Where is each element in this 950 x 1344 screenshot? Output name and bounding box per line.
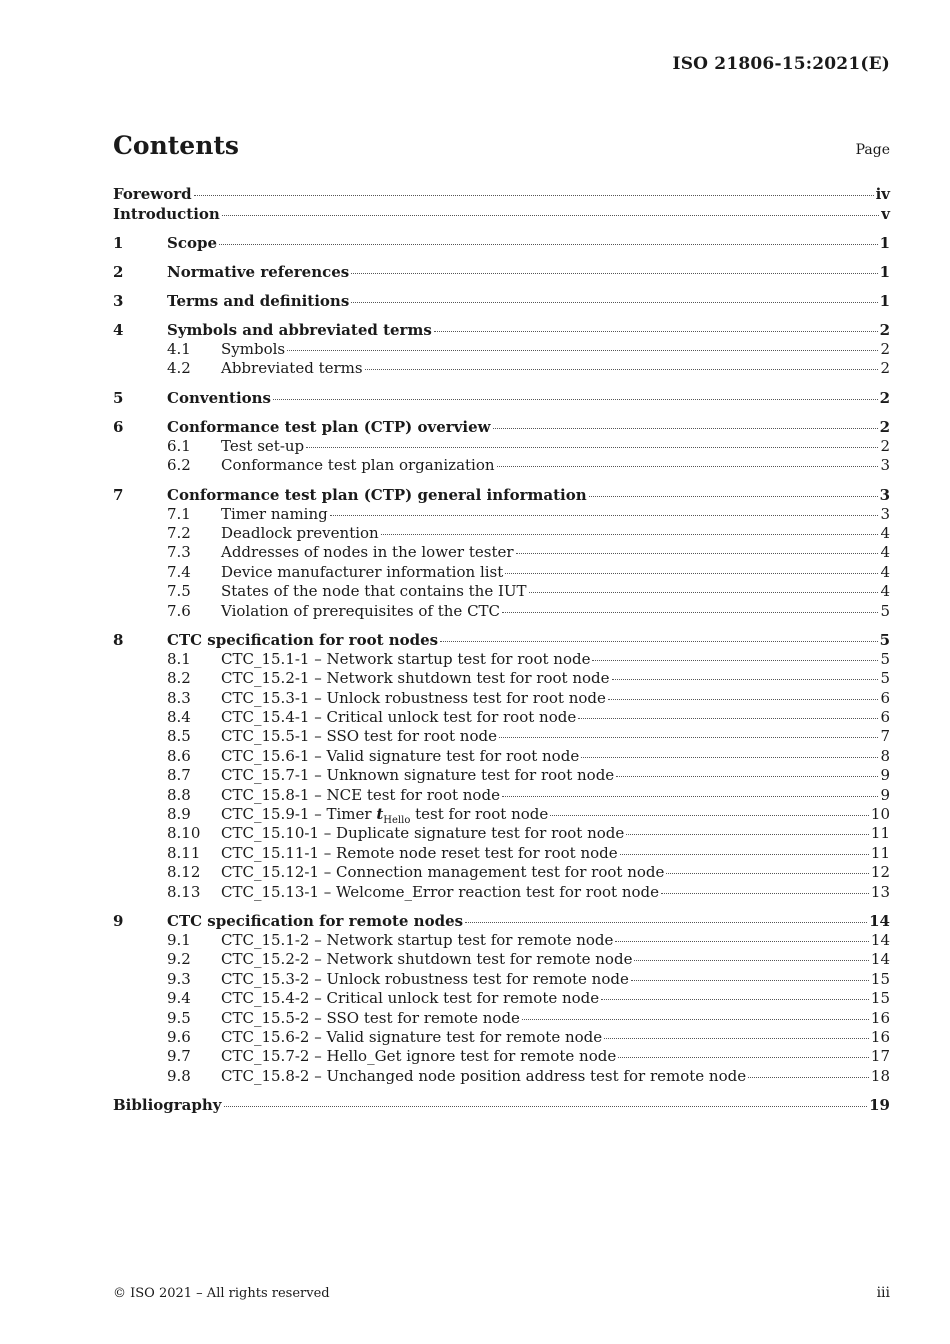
toc-entry-title: Bibliography — [113, 1096, 222, 1115]
toc-entry[interactable] — [113, 1067, 890, 1086]
dot-leader — [604, 1038, 869, 1039]
toc-entry-page: 3 — [879, 485, 890, 504]
toc-entry-number: 4.1 — [167, 340, 191, 358]
toc-entry-number: 4.2 — [167, 359, 191, 378]
dot-leader — [381, 534, 879, 535]
dot-leader — [493, 428, 878, 429]
toc-entry[interactable] — [113, 824, 890, 843]
toc-entry[interactable] — [113, 1095, 890, 1115]
dot-leader — [618, 1057, 869, 1058]
dot-leader — [666, 873, 869, 874]
toc-entry-page: 11 — [870, 824, 890, 843]
toc-entry[interactable] — [113, 708, 890, 727]
toc-entry-title: CTC_15.3-1 – Unlock robustness test for root node — [221, 688, 606, 707]
toc-entry[interactable] — [113, 931, 890, 950]
toc-entry-title: CTC specification for remote nodes — [167, 911, 464, 930]
toc-entry-number: 8.12 — [167, 863, 201, 882]
dot-leader — [194, 195, 874, 196]
toc-entry-number: 9 — [113, 911, 124, 930]
toc-entry-number: 8 — [113, 630, 124, 649]
dot-leader — [529, 592, 879, 593]
toc-entry-page: 5 — [879, 630, 890, 649]
toc-entry-page: 6 — [880, 708, 890, 727]
dot-leader — [219, 244, 878, 245]
dot-leader — [224, 1106, 868, 1107]
toc-entry[interactable] — [113, 1009, 890, 1028]
toc-entry-number: 7.6 — [167, 601, 191, 620]
toc-entry[interactable] — [113, 689, 890, 708]
toc-entry[interactable] — [113, 437, 890, 456]
toc-entry-number: 9.4 — [167, 989, 191, 1008]
toc-entry[interactable] — [113, 1047, 890, 1066]
toc-entry-title: Abbreviated terms — [221, 359, 363, 378]
page-title: Contents — [113, 131, 240, 160]
toc-entry[interactable] — [113, 582, 890, 601]
toc-entry[interactable] — [113, 204, 890, 224]
dot-leader — [550, 815, 869, 816]
toc-entry-number: 8.3 — [167, 688, 191, 707]
dot-leader — [306, 447, 878, 448]
toc-entry-title: CTC_15.2-1 – Network shutdown test for root node — [221, 669, 610, 688]
toc-entry-number: 9.8 — [167, 1066, 191, 1085]
toc-entry-page: 6 — [880, 688, 890, 707]
toc-entry-title: Symbols and abbreviated terms — [167, 321, 432, 339]
toc-entry-page: iv — [875, 185, 890, 203]
toc-entry-title: Violation of prerequisites of the CTC — [221, 601, 501, 620]
document-id: ISO 21806-15:2021(E) — [672, 54, 890, 74]
dot-leader — [502, 796, 879, 797]
toc-entry-title: Symbols — [221, 340, 286, 358]
toc-entry-title: CTC_15.11-1 – Remote node reset test for root node — [221, 843, 618, 862]
dot-leader — [522, 1019, 869, 1020]
toc-entry-page: 5 — [880, 669, 890, 688]
toc-entry-page: 13 — [870, 882, 890, 901]
toc-entry-page: 2 — [880, 359, 890, 378]
toc-entry-number: 8.5 — [167, 727, 191, 746]
toc-entry-title: CTC_15.13-1 – Welcome_Error reaction test for root node — [221, 882, 660, 901]
toc-entry[interactable] — [113, 669, 890, 688]
toc-entry[interactable] — [113, 989, 890, 1008]
toc-entry-page: 3 — [880, 504, 890, 523]
toc-entry-page: 18 — [870, 1066, 890, 1085]
dot-leader — [222, 215, 879, 216]
toc-entry-number: 8.4 — [167, 708, 191, 727]
toc-entry-number: 7.1 — [167, 504, 191, 523]
dot-leader — [581, 757, 878, 758]
toc-entry-title: CTC_15.10-1 – Duplicate signature test for root node — [221, 824, 625, 843]
toc-entry-title: CTC_15.1-2 – Network startup test for remote node — [221, 930, 614, 949]
toc-entry-page: 5 — [880, 649, 890, 668]
toc-entry-page: 1 — [879, 234, 890, 252]
dot-leader — [434, 331, 878, 332]
toc-entry-page: 2 — [880, 436, 890, 455]
toc-entry-page: 4 — [880, 582, 890, 601]
toc-entry-number: 8.1 — [167, 649, 191, 668]
dot-leader — [589, 496, 878, 497]
dot-leader — [578, 718, 878, 719]
toc-entry[interactable] — [113, 543, 890, 562]
toc-entry[interactable] — [113, 883, 890, 902]
toc-entry-title: CTC_15.2-2 – Network shutdown test for remote node — [221, 950, 633, 969]
toc-entry-title: Conventions — [167, 388, 271, 407]
toc-entry[interactable] — [113, 456, 890, 475]
toc-entry-title: Foreword — [113, 185, 192, 203]
dot-leader — [465, 922, 867, 923]
copyright-notice: © ISO 2021 – All rights reserved — [113, 1286, 330, 1301]
dot-leader — [592, 660, 878, 661]
toc-entry-title: Conformance test plan (CTP) overview — [167, 417, 491, 436]
toc-entry-title: CTC_15.5-2 – SSO test for remote node — [221, 1008, 520, 1027]
toc-entry[interactable] — [113, 262, 890, 282]
toc-entry-page: 15 — [870, 989, 890, 1008]
toc-entry-title: CTC specification for root nodes — [167, 630, 439, 649]
toc-entry-number: 5 — [113, 388, 124, 407]
toc-entry[interactable] — [113, 417, 890, 437]
toc-entry-title: CTC_15.12-1 – Connection management test for root node — [221, 863, 665, 882]
toc-entry-number: 8.10 — [167, 824, 201, 843]
toc-entry-page: v — [881, 205, 890, 223]
dot-leader — [615, 941, 869, 942]
toc-entry-number: 8.8 — [167, 785, 191, 804]
dot-leader — [351, 302, 877, 303]
toc-entry-number: 7.2 — [167, 523, 191, 542]
toc-entry-page: 10 — [870, 805, 890, 824]
toc-entry-page: 2 — [879, 417, 890, 436]
dot-leader — [287, 350, 878, 351]
toc-entry-number: 7.5 — [167, 582, 191, 601]
toc-entry-number: 8.6 — [167, 746, 191, 765]
toc-entry-number: 1 — [113, 234, 124, 252]
dot-leader — [748, 1077, 869, 1078]
toc-entry-page: 8 — [880, 746, 890, 765]
toc-entry-number: 7.3 — [167, 543, 191, 562]
toc-entry-number: 8.7 — [167, 766, 191, 785]
toc-entry-title: Deadlock prevention — [221, 523, 379, 542]
toc-entry-number: 7.4 — [167, 562, 191, 581]
toc-entry[interactable] — [113, 747, 890, 766]
toc-entry-page: 14 — [869, 911, 890, 930]
toc-entry-title-part: test for root node — [410, 805, 549, 824]
toc-entry-number: 8.9 — [167, 805, 191, 824]
toc-entry[interactable] — [113, 359, 890, 378]
toc-entry-title: CTC_15.8-2 – Unchanged node position address test for remote node — [221, 1066, 747, 1085]
dot-leader — [626, 834, 869, 835]
toc-entry-title: Normative references — [167, 263, 350, 281]
toc-entry-title: CTC_15.8-1 – NCE test for root node — [221, 785, 500, 804]
toc-entry-number: 6 — [113, 417, 124, 436]
toc-entry-number: 4 — [113, 321, 124, 339]
toc-entry-title: Timer naming — [221, 504, 328, 523]
toc-entry-title: CTC_15.7-1 – Unknown signature test for root node — [221, 766, 615, 785]
toc-entry-page: 1 — [879, 292, 890, 310]
toc-entry-number: 9.3 — [167, 969, 191, 988]
toc-entry[interactable] — [113, 184, 890, 204]
toc-entry[interactable] — [113, 233, 890, 253]
toc-entry-title: Conformance test plan (CTP) general information — [167, 485, 587, 504]
dot-leader — [620, 854, 869, 855]
table-of-contents — [113, 184, 890, 1115]
toc-entry-title: CTC_15.3-2 – Unlock robustness test for remote node — [221, 969, 629, 988]
toc-entry-page: 1 — [879, 263, 890, 281]
toc-entry-page: 11 — [870, 843, 890, 862]
dot-leader — [612, 679, 879, 680]
toc-entry-page: 9 — [880, 785, 890, 804]
dot-leader — [365, 369, 879, 370]
toc-entry-title: CTC_15.6-1 – Valid signature test for root node — [221, 746, 580, 765]
dot-leader — [516, 553, 879, 554]
dot-leader — [499, 737, 878, 738]
toc-entry-title-part: CTC_15.9-1 – Timer — [221, 805, 377, 824]
toc-entry[interactable] — [113, 485, 890, 505]
toc-entry-page: 2 — [879, 388, 890, 407]
toc-entry[interactable] — [113, 950, 890, 969]
page-number: iii — [876, 1285, 890, 1301]
toc-entry[interactable] — [113, 863, 890, 882]
toc-entry[interactable] — [113, 340, 890, 359]
toc-entry-page: 9 — [880, 766, 890, 785]
toc-entry-page: 5 — [880, 601, 890, 620]
toc-entry[interactable] — [113, 727, 890, 746]
toc-entry-number: 9.5 — [167, 1008, 191, 1027]
toc-entry-page: 14 — [870, 930, 890, 949]
toc-entry-title: Addresses of nodes in the lower tester — [221, 543, 514, 562]
toc-entry[interactable] — [113, 1028, 890, 1047]
toc-entry-number: 8.11 — [167, 843, 201, 862]
toc-entry-number: 8.2 — [167, 669, 191, 688]
toc-entry-title: Conformance test plan organization — [221, 456, 495, 475]
toc-entry-page: 4 — [880, 562, 890, 581]
toc-entry[interactable] — [113, 786, 890, 805]
toc-entry[interactable] — [113, 911, 890, 931]
toc-entry-page: 2 — [880, 340, 890, 358]
dot-leader — [273, 399, 878, 400]
dot-leader — [634, 960, 868, 961]
toc-entry-number: 9.7 — [167, 1047, 191, 1066]
dot-leader — [440, 641, 877, 642]
toc-entry-page: 12 — [870, 863, 890, 882]
toc-entry-page: 4 — [880, 543, 890, 562]
dot-leader — [631, 980, 869, 981]
toc-entry-title: CTC_15.1-1 – Network startup test for root node — [221, 649, 591, 668]
toc-entry[interactable] — [113, 844, 890, 863]
dot-leader — [601, 999, 869, 1000]
toc-entry-page: 14 — [870, 950, 890, 969]
dot-leader — [351, 273, 877, 274]
toc-entry-title: Test set-up — [221, 436, 305, 455]
toc-entry[interactable] — [113, 505, 890, 524]
toc-entry-number: 6.2 — [167, 456, 191, 475]
page-column-label: Page — [855, 142, 890, 158]
dot-leader — [616, 776, 878, 777]
toc-entry-page: 7 — [880, 727, 890, 746]
toc-entry-title: CTC_15.5-1 – SSO test for root node — [221, 727, 497, 746]
toc-entry[interactable] — [113, 766, 890, 785]
toc-entry-title: CTC_15.4-1 – Critical unlock test for root node — [221, 708, 577, 727]
dot-leader — [505, 573, 878, 574]
toc-entry[interactable] — [113, 291, 890, 311]
toc-entry-number: 9.1 — [167, 930, 191, 949]
toc-entry-title: Scope — [167, 234, 218, 252]
toc-entry-page: 17 — [870, 1047, 890, 1066]
toc-entry[interactable] — [113, 388, 890, 408]
toc-entry-number: 9.2 — [167, 950, 191, 969]
timer-symbol: t — [376, 805, 384, 824]
toc-entry[interactable] — [113, 602, 890, 621]
toc-entry-page: 16 — [870, 1008, 890, 1027]
toc-entry-page: 15 — [870, 969, 890, 988]
toc-entry[interactable] — [113, 320, 890, 340]
toc-entry-page: 4 — [880, 523, 890, 542]
toc-entry-title: States of the node that contains the IUT — [221, 582, 527, 601]
toc-entry-number: 9.6 — [167, 1027, 191, 1046]
toc-entry-page: 3 — [880, 456, 890, 475]
toc-entry[interactable] — [113, 805, 890, 827]
toc-entry-title: CTC_15.7-2 – Hello_Get ignore test for remote node — [221, 1047, 617, 1066]
toc-entry-title: Device manufacturer information list — [221, 562, 504, 581]
toc-entry-number: 8.13 — [167, 882, 201, 901]
toc-entry-number: 3 — [113, 292, 124, 310]
dot-leader — [497, 466, 879, 467]
toc-entry[interactable] — [113, 630, 890, 650]
toc-entry-title: Terms and definitions — [167, 292, 350, 310]
dot-leader — [608, 699, 879, 700]
toc-entry-number: 2 — [113, 263, 124, 281]
toc-entry-number: 7 — [113, 485, 124, 504]
toc-entry[interactable] — [113, 524, 890, 543]
timer-subscript: Hello — [383, 815, 411, 827]
toc-entry-title: Introduction — [113, 205, 220, 223]
toc-entry-page: 2 — [879, 321, 890, 339]
toc-entry-number: 6.1 — [167, 436, 191, 455]
dot-leader — [661, 893, 869, 894]
toc-entry-title: CTC_15.4-2 – Critical unlock test for remote node — [221, 989, 600, 1008]
toc-entry[interactable] — [113, 563, 890, 582]
dot-leader — [502, 612, 878, 613]
toc-entry-page: 16 — [870, 1027, 890, 1046]
toc-entry[interactable] — [113, 970, 890, 989]
toc-entry-title: CTC_15.6-2 – Valid signature test for remote node — [221, 1027, 603, 1046]
toc-entry-page: 19 — [869, 1096, 890, 1115]
dot-leader — [330, 515, 879, 516]
toc-entry[interactable] — [113, 650, 890, 669]
